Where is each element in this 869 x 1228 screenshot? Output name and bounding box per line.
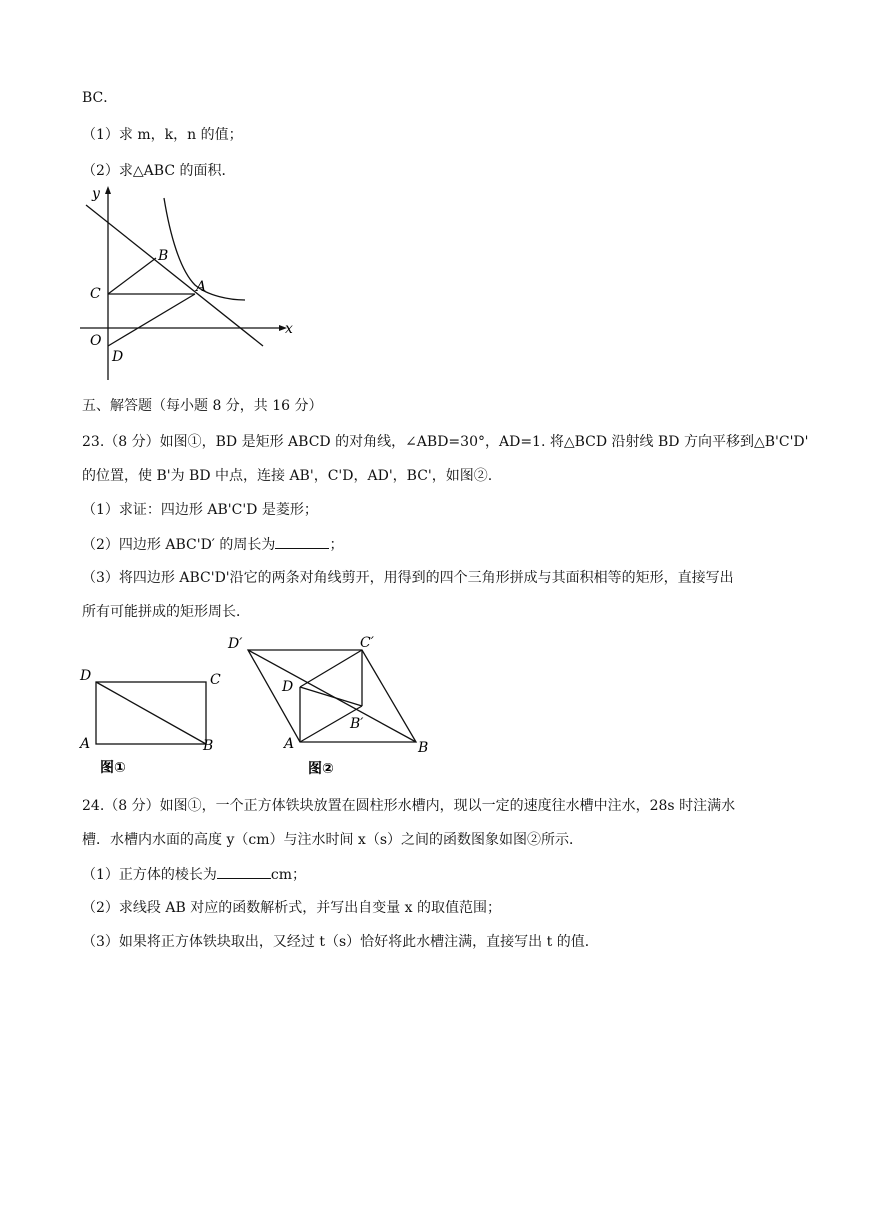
label-C: C [210, 672, 221, 688]
segment-D'B [248, 650, 416, 742]
figure-2-caption: 图② [308, 761, 334, 777]
q22-coordinate-figure [80, 180, 310, 385]
q24-part3: （3）如果将正方体铁块取出，又经过 t（s）恰好将此水槽注满，直接写出 t 的值． [82, 934, 599, 950]
label-A: A [284, 736, 295, 752]
label-Bprime: B′ [350, 716, 364, 732]
answer-blank[interactable] [217, 864, 271, 879]
label-A: A [196, 279, 207, 295]
q23-part2-text: （2）四边形 ABC'D′ 的周长为 [82, 537, 276, 553]
q23-part1: （1）求证：四边形 AB'C'D 是菱形； [82, 502, 318, 518]
label-D: D [282, 679, 294, 695]
section-5-heading: 五、解答题（每小题 8 分，共 16 分） [82, 398, 323, 414]
label-x: x [285, 321, 293, 337]
label-D: D [80, 668, 92, 684]
q22-part2: （2）求△ABC 的面积． [82, 163, 236, 179]
label-A: A [80, 736, 91, 752]
answer-blank[interactable] [275, 534, 329, 549]
q23-part3-line1: （3）将四边形 ABC'D'沿它的两条对角线剪开，用得到的四个三角形拼成与其面积相等的矩形，直接写出 [82, 570, 734, 586]
line-BA [86, 205, 263, 346]
q24-part1-text: （1）正方体的棱长为 [82, 867, 217, 883]
q24-part1-unit: cm； [270, 867, 307, 883]
figure-1-caption: 图① [100, 760, 126, 776]
q24-part2: （2）求线段 AB 对应的函数解析式，并写出自变量 x 的取值范围； [82, 900, 502, 916]
q22-part1: （1）求 m，k，n 的值； [82, 127, 243, 143]
label-B: B [418, 740, 429, 756]
segment-DA [108, 294, 195, 346]
label-C: C [90, 286, 101, 302]
q23-part2 [82, 534, 343, 555]
label-D: D [112, 349, 124, 365]
q22-continuation: BC． [82, 90, 118, 106]
q24-part1 [82, 864, 306, 885]
label-Cprime: C′ [360, 635, 374, 651]
q23-line1: 23.（8 分）如图①，BD 是矩形 ABCD 的对角线，∠ABD=30°，AD=1. 将△BCD 沿射线 BD 方向平移到△B'C'D' [82, 434, 809, 450]
segment-DC' [300, 650, 362, 687]
q23-part3-line2: 所有可能拼成的矩形周长． [82, 604, 250, 620]
diagonal-BD [96, 682, 206, 744]
q23-figure-1 [78, 664, 238, 782]
label-B: B [203, 738, 214, 754]
label-y: y [92, 186, 100, 202]
label-B: B [158, 248, 169, 264]
q23-figure-2 [222, 630, 442, 782]
q23-line2: 的位置，使 B'为 BD 中点，连接 AB'，C'D，AD'，BC'，如图②. [82, 468, 493, 484]
y-axis-arrow [105, 186, 111, 194]
label-O: O [90, 333, 102, 349]
q24-line1: 24.（8 分）如图①，一个正方体铁块放置在圆柱形水槽内，现以一定的速度往水槽中注水，28s 时注满水 [82, 798, 736, 814]
label-Dprime: D′ [228, 636, 243, 652]
segment-DB' [300, 687, 362, 706]
q24-line2: 槽．水槽内水面的高度 y（cm）与注水时间 x（s）之间的函数图象如图②所示． [82, 832, 584, 848]
q23-part2-end: ； [329, 537, 344, 553]
segment-CB [108, 258, 156, 294]
